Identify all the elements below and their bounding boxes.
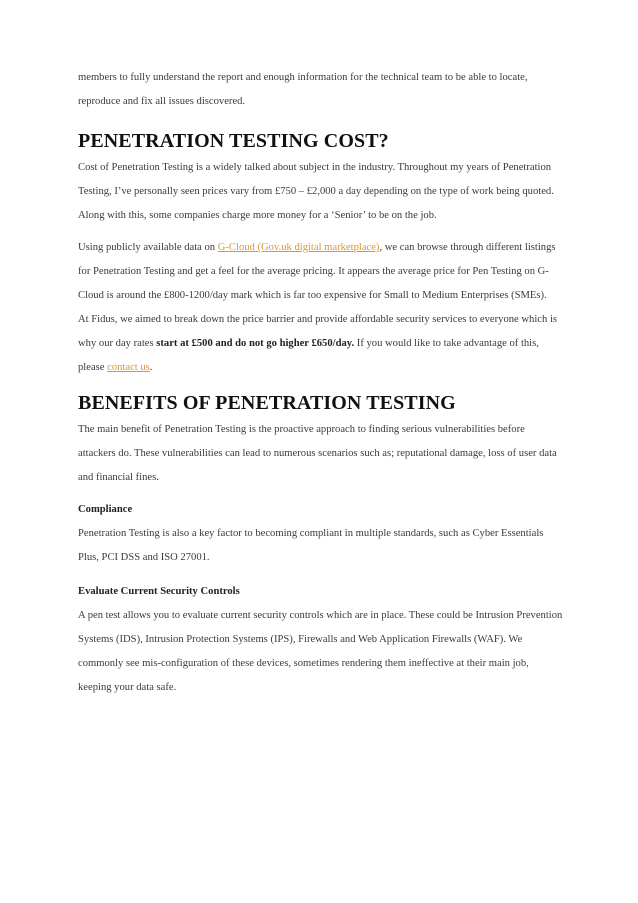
cost-p2-text-after: , we can browse through different listings for Penetration Testing and get a feel for the average pricing. It appears the average price for Pen Testing on G-Cloud is around the £800-1200/day mark which is far too expensive for Small to Medium Enterprises (SMEs). bbox=[78, 242, 556, 301]
benefits-paragraph: The main benefit of Penetration Testing is the proactive approach to finding serious vulnerabilities before attackers do. These vulnerabilities can lead to numerous scenarios such as; reputational damage, loss of user data and financial fines. bbox=[78, 424, 557, 483]
cost-heading: PENETRATION TESTING COST? bbox=[78, 130, 389, 152]
g-cloud-link[interactable]: G-Cloud (Gov.uk digital marketplace) bbox=[217, 242, 380, 253]
cost-paragraph-3 bbox=[78, 308, 563, 380]
compliance-paragraph: Penetration Testing is also a key factor to becoming compliant in multiple standards, such as Cyber Essentials Plus, PCI DSS and ISO 27001. bbox=[78, 528, 544, 563]
benefits-heading: BENEFITS OF PENETRATION TESTING bbox=[78, 392, 456, 414]
cost-paragraph-1: Cost of Penetration Testing is a widely talked about subject in the industry. Throughout my years of Penetration Testing, I’ve personally seen prices vary from £750 – £2,000 a day depending on the type of work being quoted. Along with this, some companies charge more money for a ‘Senior’ to be on the job. bbox=[78, 162, 554, 221]
contact-us-link[interactable]: contact us bbox=[107, 362, 150, 373]
cost-paragraph-2 bbox=[78, 236, 563, 308]
document-content bbox=[78, 66, 563, 700]
compliance-heading: Compliance bbox=[78, 504, 133, 515]
intro-paragraph: members to fully understand the report and enough information for the technical team to be able to locate, reproduce and fix all issues discovered. bbox=[78, 72, 528, 107]
cost-p2-text-before: Using publicly available data on bbox=[78, 242, 218, 253]
cost-p3-text-after: . bbox=[149, 362, 153, 373]
security-controls-paragraph: A pen test allows you to evaluate current security controls which are in place. These could be Intrusion Prevention Systems (IDS), Intrusion Protection Systems (IPS), Firewalls and Web Application Firewalls (WAF). We commonly see mis-configuration of these devices, sometimes rendering them ineffective at their main job, keeping your data safe. bbox=[78, 610, 563, 693]
cost-p3-text-before: At Fidus, we aimed to break down the price barrier and provide affordable security services to everyone which is why our day rates bbox=[78, 314, 558, 349]
cost-p3-text-middle: If you would like to take advantage of this, please bbox=[78, 338, 539, 373]
security-controls-heading: Evaluate Current Security Controls bbox=[78, 586, 240, 597]
day-rate-highlight: start at £500 and do not go higher £650/day. bbox=[156, 338, 355, 349]
